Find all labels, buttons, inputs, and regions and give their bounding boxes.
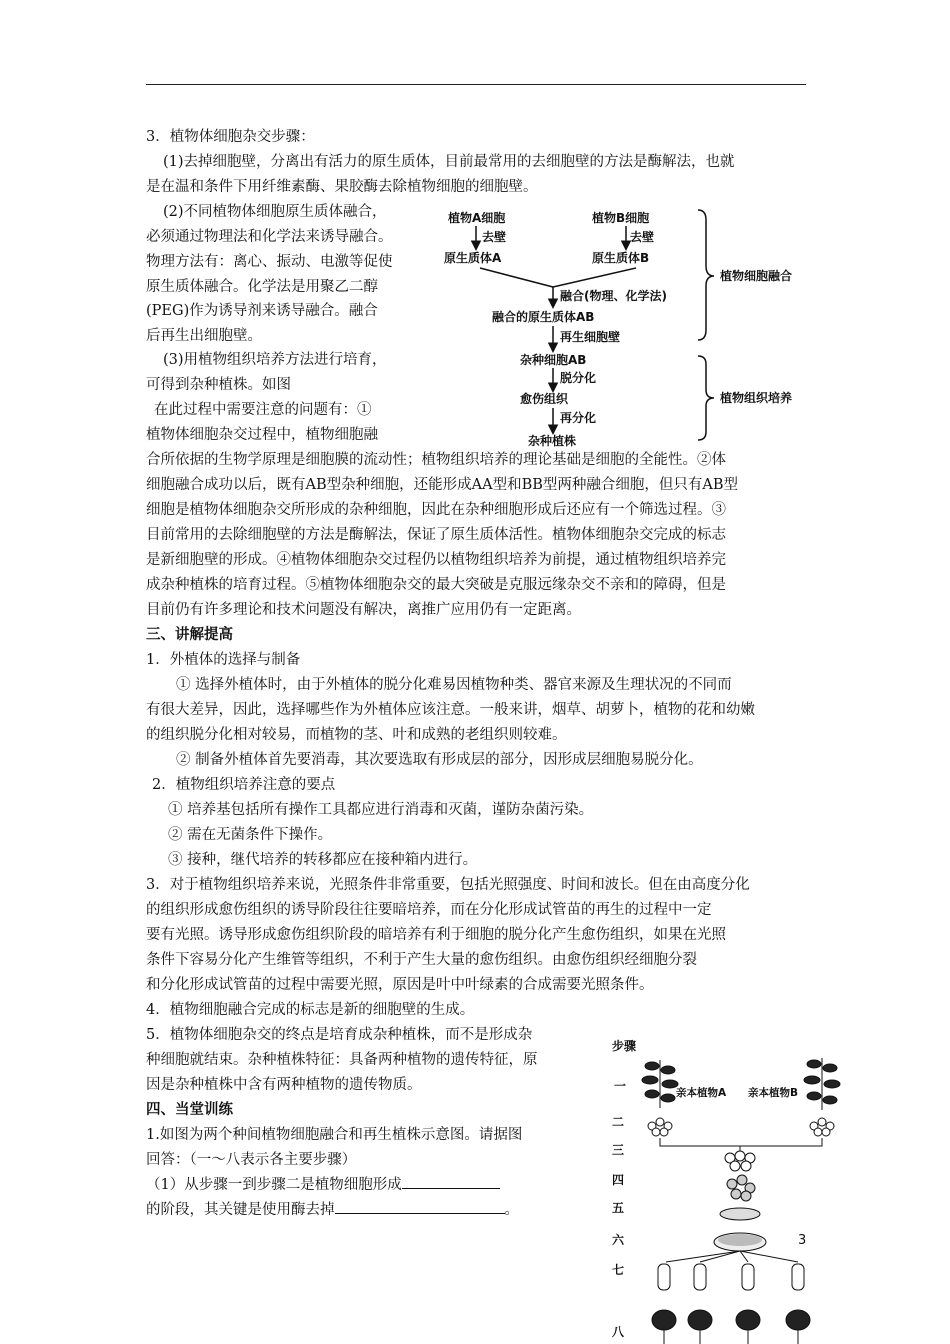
step-label-4: 四 <box>612 1173 625 1187</box>
answer-blank-1[interactable] <box>402 1173 500 1189</box>
s3-p2-line5: (PEG)作为诱导剂来诱导融合。融合 <box>146 303 378 319</box>
question-1-part-1a-text: （1）从步骤一到步骤二是植物细胞形成 <box>146 1177 402 1193</box>
regenerate-wall-label: 再生细胞壁 <box>560 330 621 344</box>
s3-p2-line6: 后再生出细胞壁。 <box>146 328 262 344</box>
hybrid-plant-label: 杂种植株 <box>528 434 577 448</box>
point-3-line3: 要有光照。诱导形成愈伤组织阶段的暗培养有利于细胞的脱分化产生愈伤组织，如果在光照 <box>146 927 726 943</box>
bracket-fusion <box>698 210 714 340</box>
steps-title: 步骤 <box>612 1039 637 1053</box>
protoplast-b-label: 原生质体B <box>592 251 650 265</box>
step-label-5: 五 <box>612 1201 625 1215</box>
step-label-3: 三 <box>612 1143 625 1157</box>
page-number: 3 <box>798 1233 807 1248</box>
point-1a-line1: ① 选择外植体时，由于外植体的脱分化难易因植物种类、器官来源及生理状况的不同而 <box>176 677 732 693</box>
s3-p4-line9: 目前仍有许多理论和技术问题没有解决，离推广应用仍有一定距离。 <box>146 602 581 618</box>
bracket-culture-label: 植物组织培养 <box>720 391 793 405</box>
fused-cells <box>725 1151 755 1171</box>
protoplasts-a <box>648 1118 672 1136</box>
merge-line-a <box>480 268 553 287</box>
point-2-item-3: ③ 接种，继代培养的转移都应在接种箱内进行。 <box>168 852 478 868</box>
dedifferentiation-label: 脱分化 <box>560 371 597 385</box>
fused-protoplast-label: 融合的原生质体AB <box>492 310 595 324</box>
point-3-line4: 条件下容易分化产生维管等组织，不利于产生大量的愈伤组织。由愈伤组织经细胞分裂 <box>146 952 697 968</box>
section-heading-4: 四、当堂训练 <box>146 1102 233 1118</box>
remove-wall-a-label: 去壁 <box>482 230 507 244</box>
s3-p4-line2: 植物体细胞杂交过程中，植物细胞融 <box>146 427 378 443</box>
question-1-line2: 回答：（一～八表示各主要步骤） <box>146 1152 357 1168</box>
point-1a-line3: 的组织脱分化相对较易，而植物的茎、叶和成熟的老组织则较难。 <box>146 727 567 743</box>
protoplast-a-label: 原生质体A <box>444 251 502 265</box>
question-1-line1: 1.如图为两个种间植物细胞融合和再生植株示意图。请据图 <box>146 1127 523 1143</box>
callus-culture <box>720 1208 760 1220</box>
step-label-8: 八 <box>612 1325 625 1339</box>
petri-dish <box>714 1233 766 1251</box>
hybrid-cell-label: 杂种细胞AB <box>520 353 587 367</box>
bracket-fusion-label: 植物细胞融合 <box>720 269 793 283</box>
s3-p4-line3: 合所依据的生物学原理是细胞膜的流动性；植物组织培养的理论基础是细胞的全能性。②体 <box>146 452 726 468</box>
parent-plant-a <box>642 1060 678 1108</box>
merge-line-b <box>553 268 636 287</box>
s3-p2-line1: (2)不同植物体细胞原生质体融合， <box>163 204 387 220</box>
point-4: 4．植物细胞融合完成的标志是新的细胞壁的生成。 <box>146 1002 475 1018</box>
header-rule <box>146 84 806 85</box>
section-heading-3: 三、讲解提高 <box>146 627 233 643</box>
question-1-part-1b <box>146 1198 519 1222</box>
answer-blank-2[interactable] <box>335 1198 505 1214</box>
bracket-culture <box>698 356 714 440</box>
parent-a-label: 亲本植物A <box>676 1087 727 1099</box>
parent-plant-b <box>804 1058 840 1110</box>
section-3-title: 3．植物体细胞杂交步骤： <box>146 129 315 145</box>
hybrid-cells <box>727 1175 755 1201</box>
s3-p4-line4: 细胞融合成功以后，既有AB型杂种细胞，还能形成AA型和BB型两种融合细胞，但只有AB型 <box>146 477 739 493</box>
callus-label: 愈伤组织 <box>520 392 569 406</box>
test-tubes <box>658 1264 804 1290</box>
point-3-line2: 的组织形成愈伤组织的诱导阶段往往要暗培养，而在分化形成试管苗的再生的过程中一定 <box>146 902 712 918</box>
step-label-1: 一 <box>614 1079 627 1093</box>
plant-a-cell-label: 植物A细胞 <box>448 211 506 225</box>
question-1-part-1b-end: 。 <box>504 1202 519 1218</box>
point-2-item-1: ① 培养基包括所有操作工具都应进行消毒和灭菌，谨防杂菌污染。 <box>168 802 594 818</box>
s3-p4-line1: 在此过程中需要注意的问题有：① <box>154 402 372 418</box>
point-5-line3: 因是杂种植株中含有两种植物的遗传物质。 <box>146 1077 422 1093</box>
merge-bracket <box>660 1138 822 1146</box>
s3-p4-line7: 是新细胞壁的形成。④植物体细胞杂交过程仍以植物组织培养为前提，通过植物组织培养完 <box>146 552 726 568</box>
point-1a-line2: 有很大差异，因此，选择哪些作为外植体应该注意。一般来讲，烟草、胡萝卜，植物的花和幼嫩 <box>146 702 755 718</box>
s3-p4-line8: 成杂种植株的培育过程。⑤植物体细胞杂交的最大突破是克服远缘杂交不亲和的障碍，但是 <box>146 577 726 593</box>
point-1-title: 1．外植体的选择与制备 <box>146 652 301 668</box>
s3-p2-line3: 物理方法有：离心、振动、电激等促使 <box>146 254 393 270</box>
s3-p2-line4: 原生质体融合。化学法是用聚乙二醇 <box>146 279 378 295</box>
parent-b-label: 亲本植物B <box>748 1087 799 1099</box>
point-1b: ② 制备外植体首先要消毒，其次要选取有形成层的部分，因形成层细胞易脱分化。 <box>176 752 703 768</box>
point-3-line1: 3．对于植物组织培养来说，光照条件非常重要，包括光照强度、时间和波长。但在由高度分化 <box>146 877 750 893</box>
s3-p1-line2: 是在温和条件下用纤维素酶、果胶酶去除植物细胞的细胞壁。 <box>146 179 538 195</box>
question-1-part-1b-text: 的阶段，其关键是使用酶去掉 <box>146 1202 335 1218</box>
s3-p3-line1: (3)用植物组织培养方法进行培育， <box>163 352 387 368</box>
plant-b-cell-label: 植物B细胞 <box>592 211 650 225</box>
s3-p2-line2: 必须通过物理法和化学法来诱导融合。 <box>146 229 393 245</box>
step-label-2: 二 <box>612 1115 625 1129</box>
redifferentiation-label: 再分化 <box>560 411 597 425</box>
steps-figure <box>600 1030 845 1344</box>
point-2-item-2: ② 需在无菌条件下操作。 <box>168 827 333 843</box>
s3-p4-line5: 细胞是植物体细胞杂交所形成的杂种细胞，因此在杂种细胞形成后还应有一个筛选过程。③ <box>146 502 726 518</box>
step-label-7: 七 <box>612 1263 625 1277</box>
point-2-title: 2．植物组织培养注意的要点 <box>152 777 336 793</box>
s3-p1-line1: (1)去掉细胞壁，分离出有活力的原生质体，目前最常用的去细胞壁的方法是酶解法，也就 <box>163 154 735 170</box>
remove-wall-b-label: 去壁 <box>630 230 655 244</box>
fusion-method-label: 融合(物理、化学法) <box>560 289 667 303</box>
s3-p3-line2: 可得到杂种植株。如图 <box>146 377 291 393</box>
step-label-6: 六 <box>612 1233 625 1247</box>
distribution-lines <box>666 1251 798 1262</box>
point-3-line5: 和分化形成试管苗的过程中需要光照，原因是叶中叶绿素的合成需要光照条件。 <box>146 977 654 993</box>
hybridization-flow-diagram <box>440 200 820 455</box>
hybrid-plants <box>652 1310 810 1344</box>
protoplasts-b <box>810 1118 834 1136</box>
s3-p4-line6: 目前常用的去除细胞壁的方法是酶解法，保证了原生质体活性。植物体细胞杂交完成的标志 <box>146 527 726 543</box>
point-5-line2: 种细胞就结束。杂种植株特征：具备两种植物的遗传特征，原 <box>146 1052 538 1068</box>
question-1-part-1a <box>146 1173 500 1197</box>
point-5-line1: 5．植物体细胞杂交的终点是培育成杂种植株，而不是形成杂 <box>146 1027 533 1043</box>
